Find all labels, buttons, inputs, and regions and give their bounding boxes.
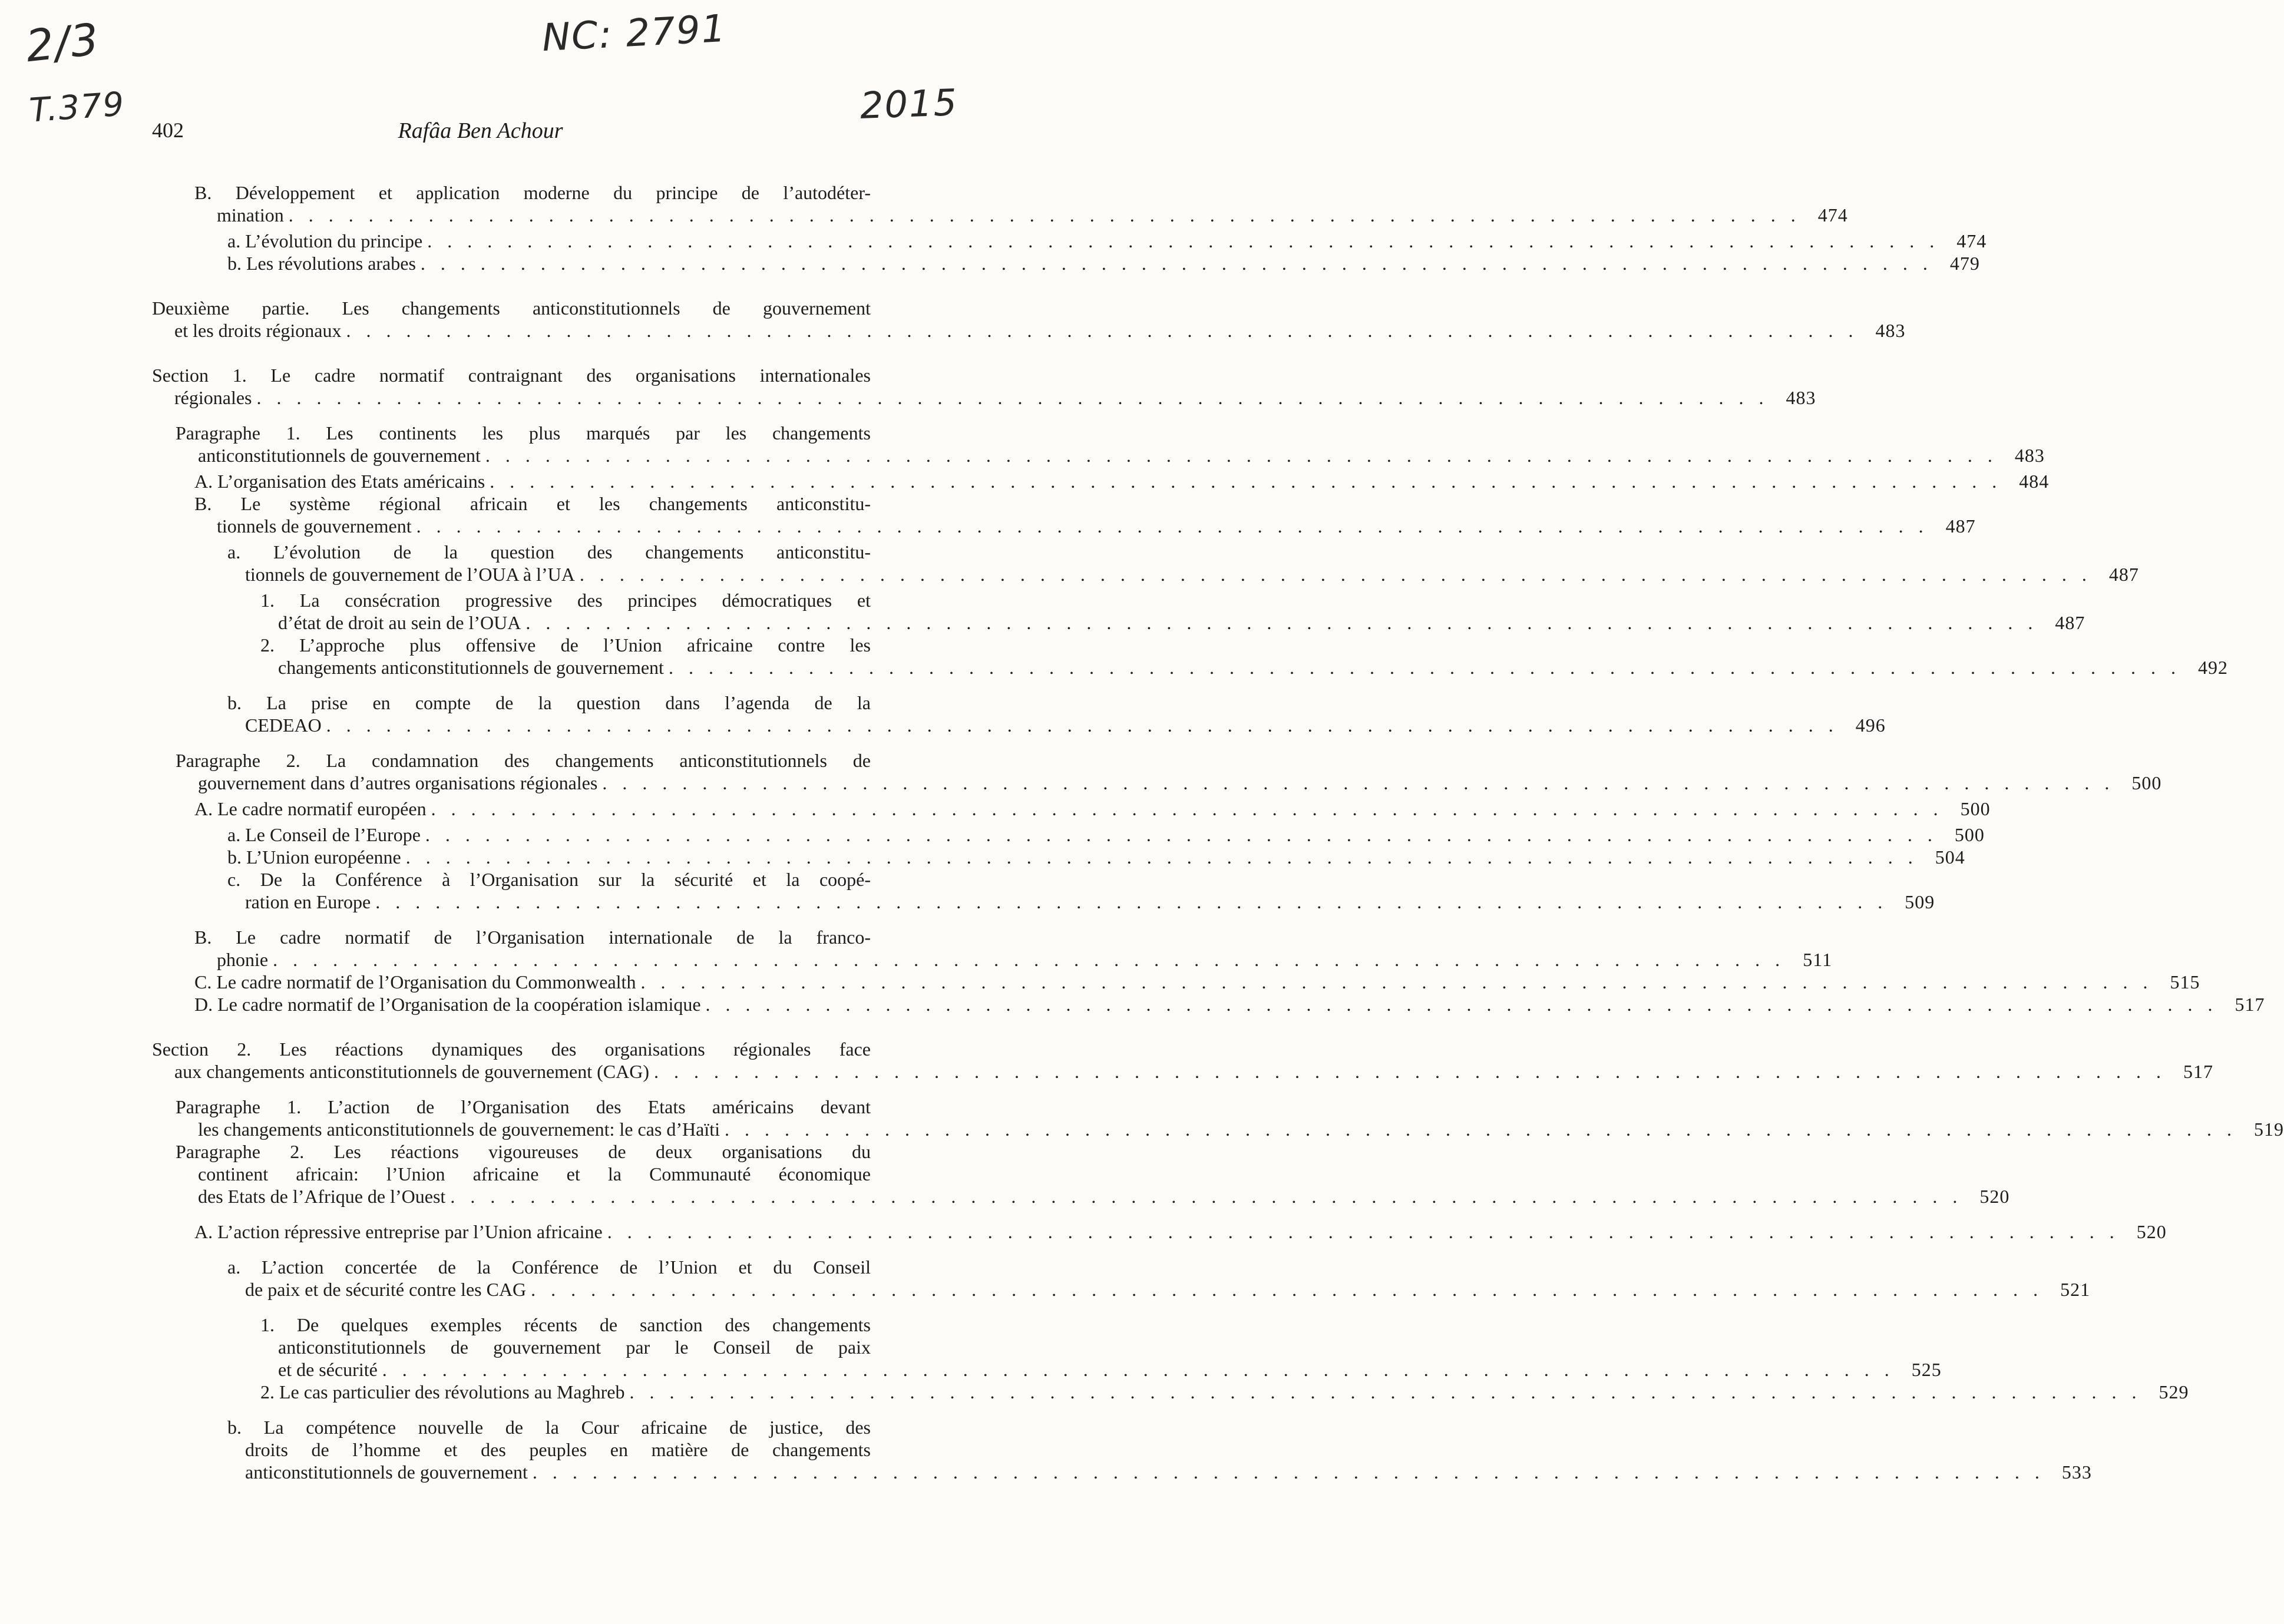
toc-entry-text: a. Le Conseil de l’Europe: [227, 824, 421, 845]
toc-entry: [152, 364, 1816, 409]
toc-entry-line: [194, 515, 1976, 537]
toc-entry-line: [194, 492, 918, 515]
toc-entry: [227, 868, 1935, 913]
toc-entry-line: [176, 1118, 2284, 1140]
toc-entry-line: [152, 1060, 2214, 1083]
toc-page-number: 492: [2197, 657, 2228, 678]
toc-entry-text: b. La prise en compte de la question dans l’agenda de la: [227, 692, 871, 713]
toc-entry-line: [260, 1314, 918, 1336]
toc-entry-text: b. La compétence nouvelle de la Cour africaine de justice, des: [227, 1417, 871, 1438]
toc-page-number: 509: [1905, 891, 1935, 912]
toc-dot-leader: . . . . . . . . . . . . . . . . . . . . . . . . . . . . . . . . . . . . . . . . . . . . . . . . . . . . . . . . . . . . . . . . . . . . . . . . . . . .: [531, 1279, 2044, 1300]
toc-dot-leader: . . . . . . . . . . . . . . . . . . . . . . . . . . . . . . . . . . . . . . . . . . . . . . . . . . . . . . . . . . . . . . . . . . . . . . . . . . . .: [668, 657, 2181, 678]
toc-page-number: 504: [1935, 846, 1965, 868]
toc-entry-line: [152, 319, 1906, 342]
toc-entry-text: a. L’évolution de la question des changements anticonstitu-: [227, 541, 871, 563]
toc-entry-text: 1. La consécration progressive des principes démocratiques et: [260, 590, 871, 611]
toc-page-number: 500: [2131, 772, 2162, 793]
toc-entry-line: [152, 386, 1816, 409]
toc-page-number: 515: [2170, 971, 2200, 993]
toc-entry: [194, 993, 2265, 1016]
toc-entry-text: d’état de droit au sein de l’OUA: [278, 612, 521, 633]
toc-entry-text: régionales: [174, 387, 252, 408]
toc-entry-line: [194, 470, 2050, 492]
toc-page-number: 517: [2183, 1061, 2214, 1082]
toc-entry: [176, 1140, 2010, 1208]
toc-entry-line: [227, 692, 918, 714]
toc-entry-line: [176, 1163, 918, 1185]
toc-dot-leader: . . . . . . . . . . . . . . . . . . . . . . . . . . . . . . . . . . . . . . . . . . . . . . . . . . . . . . . . . . . . . . . . . . . . . . . . . . . .: [724, 1119, 2237, 1140]
toc-page-number: 483: [1786, 387, 1816, 408]
toc-entry-text: C. Le cadre normatif de l’Organisation du Commonwealth: [194, 971, 636, 993]
toc-page-number: 533: [2061, 1461, 2092, 1483]
toc-entry-text: tionnels de gouvernement de l’OUA à l’UA: [245, 564, 575, 585]
toc-entry: [227, 1256, 2091, 1301]
toc-entry: [176, 749, 2162, 794]
toc-entry: [227, 846, 1965, 868]
toc-dot-leader: . . . . . . . . . . . . . . . . . . . . . . . . . . . . . . . . . . . . . . . . . . . . . . . . . . . . . . . . . . . . . . . . . . . . . . . . . . . .: [256, 387, 1769, 408]
toc-entry-text: tionnels de gouvernement: [217, 515, 412, 537]
toc-page-number: 521: [2060, 1279, 2091, 1300]
toc-entry-line: [194, 971, 2200, 993]
toc-dot-leader: . . . . . . . . . . . . . . . . . . . . . . . . . . . . . . . . . . . . . . . . . . . . . . . . . . . . . . . . . . . . . . . . . . . . . . . . . . . .: [405, 846, 1918, 868]
toc-entry-text: Section 1. Le cadre normatif contraignant des organisations internationales: [152, 365, 871, 386]
toc-page-number: 487: [2108, 564, 2139, 585]
toc-entry-line: [176, 749, 918, 772]
toc-entry: [227, 541, 2139, 586]
toc-entry: [194, 492, 1976, 537]
toc-entry-line: [176, 422, 918, 444]
toc-entry: [194, 971, 2200, 993]
toc-entry-text: A. L’organisation des Etats américains: [194, 471, 485, 492]
toc-entry-text: phonie: [217, 949, 269, 970]
toc-entry: [260, 634, 2228, 679]
toc-entry-text: D. Le cadre normatif de l’Organisation de la coopération islamique: [194, 994, 701, 1015]
toc-entry-line: [260, 1336, 918, 1358]
toc-page-number: 517: [2235, 994, 2265, 1015]
handwritten-annotation-top-right: 2015: [859, 81, 959, 127]
toc-entry-text: A. L’action répressive entreprise par l’Union africaine: [194, 1221, 603, 1242]
toc-entry-line: [227, 1438, 918, 1461]
toc-entry-line: [227, 1278, 2091, 1301]
toc-entry-line: [227, 541, 918, 563]
toc-entry: [152, 297, 1906, 342]
toc-dot-leader: . . . . . . . . . . . . . . . . . . . . . . . . . . . . . . . . . . . . . . . . . . . . . . . . . . . . . . . . . . . . . . . . . . . . . . . . . . . .: [382, 1359, 1895, 1380]
toc-entry: [176, 422, 2045, 467]
toc-entry-line: [227, 230, 1987, 252]
toc-entry-text: anticonstitutionnels de gouvernement: [198, 445, 481, 466]
toc-entry-text: Section 2. Les réactions dynamiques des organisations régionales face: [152, 1038, 871, 1060]
toc-entry-text: droits de l’homme et des peuples en matière de changements: [245, 1439, 871, 1460]
toc-entry-line: [227, 714, 1886, 736]
toc-entry-text: c. De la Conférence à l’Organisation sur la sécurité et la coopé-: [227, 869, 871, 890]
toc-entry: [194, 1221, 2167, 1243]
toc-page-number: 500: [1960, 798, 1991, 819]
handwritten-annotation-top-left: 2/3: [23, 14, 103, 72]
toc-entry-text: aux changements anticonstitutionnels de gouvernement (CAG): [174, 1061, 650, 1082]
toc-entry-line: [152, 364, 918, 386]
toc-page-number: 474: [1817, 204, 1848, 226]
toc-page-number: 483: [1875, 320, 1906, 341]
toc-dot-leader: . . . . . . . . . . . . . . . . . . . . . . . . . . . . . . . . . . . . . . . . . . . . . . . . . . . . . . . . . . . . . . . . . . . . . . . . . . . .: [640, 971, 2153, 993]
toc-dot-leader: . . . . . . . . . . . . . . . . . . . . . . . . . . . . . . . . . . . . . . . . . . . . . . . . . . . . . . . . . . . . . . . . . . . . . . . . . . . .: [654, 1061, 2167, 1082]
page-header: [0, 118, 961, 153]
toc-page-number: 520: [1979, 1186, 2010, 1207]
toc-entry: [227, 252, 1980, 274]
toc-page-number: 529: [2159, 1381, 2189, 1403]
toc-dot-leader: . . . . . . . . . . . . . . . . . . . . . . . . . . . . . . . . . . . . . . . . . . . . . . . . . . . . . . . . . . . . . . . . . . . . . . . . . . . .: [420, 253, 1933, 274]
toc-entry-line: [194, 948, 1833, 971]
toc-dot-leader: . . . . . . . . . . . . . . . . . . . . . . . . . . . . . . . . . . . . . . . . . . . . . . . . . . . . . . . . . . . . . . . . . . . . . . . . . . . .: [425, 824, 1938, 845]
toc-entry: [176, 1096, 2284, 1140]
toc-entry-line: [260, 611, 2085, 634]
toc-entry: [260, 589, 2085, 634]
toc-page-number: 487: [1945, 515, 1976, 537]
toc-entry-text: b. L’Union européenne: [227, 846, 401, 868]
table-of-contents: [152, 181, 2284, 1483]
toc-entry: [194, 470, 2050, 492]
toc-entry-text: mination: [217, 204, 284, 226]
toc-entry-line: [227, 868, 918, 891]
toc-entry-line: [227, 1416, 918, 1438]
toc-entry-text: changements anticonstitutionnels de gouvernement: [278, 657, 664, 678]
toc-entry-text: B. Le système régional africain et les changements anticonstitu-: [194, 493, 871, 514]
toc-entry-text: B. Développement et application moderne du principe de l’autodéter-: [194, 182, 871, 203]
toc-entry-text: des Etats de l’Afrique de l’Ouest: [198, 1186, 446, 1207]
toc-entry: [260, 1381, 2189, 1403]
toc-dot-leader: . . . . . . . . . . . . . . . . . . . . . . . . . . . . . . . . . . . . . . . . . . . . . . . . . . . . . . . . . . . . . . . . . . . . . . . . . . . .: [288, 204, 1801, 226]
toc-entry-line: [260, 1381, 2189, 1403]
toc-dot-leader: . . . . . . . . . . . . . . . . . . . . . . . . . . . . . . . . . . . . . . . . . . . . . . . . . . . . . . . . . . . . . . . . . . . . . . . . . . . .: [525, 612, 2038, 633]
toc-dot-leader: . . . . . . . . . . . . . . . . . . . . . . . . . . . . . . . . . . . . . . . . . . . . . . . . . . . . . . . . . . . . . . . . . . . . . . . . . . . .: [485, 445, 1998, 466]
toc-entry-line: [227, 823, 1985, 846]
toc-entry-text: 2. Le cas particulier des révolutions au Maghreb: [260, 1381, 625, 1403]
toc-entry-text: continent africain: l’Union africaine et la Communauté économique: [198, 1163, 871, 1185]
toc-entry-text: 1. De quelques exemples récents de sanction des changements: [260, 1314, 871, 1335]
toc-dot-leader: . . . . . . . . . . . . . . . . . . . . . . . . . . . . . . . . . . . . . . . . . . . . . . . . . . . . . . . . . . . . . . . . . . . . . . . . . . . .: [273, 949, 1786, 970]
toc-dot-leader: . . . . . . . . . . . . . . . . . . . . . . . . . . . . . . . . . . . . . . . . . . . . . . . . . . . . . . . . . . . . . . . . . . . . . . . . . . . .: [579, 564, 2092, 585]
toc-entry-text: anticonstitutionnels de gouvernement par le Conseil de paix: [278, 1337, 871, 1358]
toc-entry-line: [194, 1221, 2167, 1243]
toc-page-number: 496: [1855, 715, 1886, 736]
toc-entry-line: [260, 589, 918, 611]
toc-dot-leader: . . . . . . . . . . . . . . . . . . . . . . . . . . . . . . . . . . . . . . . . . . . . . . . . . . . . . . . . . . . . . . . . . . . . . . . . . . . .: [416, 515, 1929, 537]
toc-entry: [194, 181, 1848, 226]
toc-dot-leader: . . . . . . . . . . . . . . . . . . . . . . . . . . . . . . . . . . . . . . . . . . . . . . . . . . . . . . . . . . . . . . . . . . . . . . . . . . . .: [431, 798, 1943, 819]
toc-dot-leader: . . . . . . . . . . . . . . . . . . . . . . . . . . . . . . . . . . . . . . . . . . . . . . . . . . . . . . . . . . . . . . . . . . . . . . . . . . . .: [490, 471, 2002, 492]
toc-entry-line: [194, 204, 1848, 226]
toc-entry: [227, 1416, 2092, 1483]
toc-entry-text: B. Le cadre normatif de l’Organisation internationale de la franco-: [194, 927, 871, 948]
toc-page-number: 479: [1949, 253, 1980, 274]
toc-entry: [260, 1314, 1942, 1381]
toc-entry: [152, 1038, 2214, 1083]
toc-entry-text: a. L’évolution du principe: [227, 230, 423, 252]
toc-page-number: 519: [2253, 1119, 2284, 1140]
toc-entry-text: ration en Europe: [245, 891, 371, 912]
toc-entry-text: anticonstitutionnels de gouvernement: [245, 1461, 528, 1483]
toc-entry-line: [260, 1358, 1942, 1381]
toc-entry-text: Deuxième partie. Les changements anticonstitutionnels de gouvernement: [152, 297, 871, 319]
toc-entry-line: [227, 1256, 918, 1278]
toc-entry-line: [194, 798, 1991, 820]
page-number: 402: [152, 118, 184, 142]
toc-entry: [227, 692, 1886, 736]
toc-dot-leader: . . . . . . . . . . . . . . . . . . . . . . . . . . . . . . . . . . . . . . . . . . . . . . . . . . . . . . . . . . . . . . . . . . . . . . . . . . . .: [532, 1461, 2045, 1483]
toc-dot-leader: . . . . . . . . . . . . . . . . . . . . . . . . . . . . . . . . . . . . . . . . . . . . . . . . . . . . . . . . . . . . . . . . . . . . . . . . . . . .: [375, 891, 1888, 912]
toc-entry-line: [194, 181, 918, 204]
toc-entry-line: [176, 1185, 2010, 1208]
toc-entry-line: [194, 926, 918, 948]
toc-entry-line: [152, 297, 918, 319]
toc-entry-line: [176, 444, 2045, 467]
toc-page-number: 474: [1956, 230, 1987, 252]
toc-entry-line: [176, 1140, 918, 1163]
toc-entry-text: les changements anticonstitutionnels de gouvernement: le cas d’Haïti: [198, 1119, 720, 1140]
toc-entry: [227, 823, 1985, 846]
toc-page-number: 520: [2136, 1221, 2167, 1242]
toc-page-number: 500: [1954, 824, 1985, 845]
toc-entry: [194, 798, 1991, 820]
toc-dot-leader: . . . . . . . . . . . . . . . . . . . . . . . . . . . . . . . . . . . . . . . . . . . . . . . . . . . . . . . . . . . . . . . . . . . . . . . . . . . .: [326, 715, 1839, 736]
toc-entry: [227, 230, 1987, 252]
toc-entry-text: de paix et de sécurité contre les CAG: [245, 1279, 527, 1300]
toc-dot-leader: . . . . . . . . . . . . . . . . . . . . . . . . . . . . . . . . . . . . . . . . . . . . . . . . . . . . . . . . . . . . . . . . . . . . . . . . . . . .: [450, 1186, 1963, 1207]
toc-dot-leader: . . . . . . . . . . . . . . . . . . . . . . . . . . . . . . . . . . . . . . . . . . . . . . . . . . . . . . . . . . . . . . . . . . . . . . . . . . . .: [602, 772, 2115, 793]
toc-entry-text: et de sécurité: [278, 1359, 378, 1380]
toc-entry-text: Paragraphe 2. Les réactions vigoureuses de deux organisations du: [176, 1141, 871, 1162]
toc-entry-line: [227, 1461, 2092, 1483]
toc-entry-line: [176, 772, 2162, 794]
toc-entry-text: b. Les révolutions arabes: [227, 253, 416, 274]
toc-page-number: 484: [2019, 471, 2050, 492]
toc-entry-line: [227, 846, 1965, 868]
running-head-author: Rafâa Ben Achour: [398, 118, 563, 143]
toc-entry-line: [176, 1096, 918, 1118]
handwritten-annotation-left-ref: T.379: [28, 85, 127, 130]
toc-entry-text: A. Le cadre normatif européen: [194, 798, 427, 819]
toc-entry-text: CEDEAO: [245, 715, 322, 736]
toc-dot-leader: . . . . . . . . . . . . . . . . . . . . . . . . . . . . . . . . . . . . . . . . . . . . . . . . . . . . . . . . . . . . . . . . . . . . . . . . . . . .: [346, 320, 1859, 341]
toc-entry-line: [152, 1038, 918, 1060]
toc-entry-line: [194, 993, 2265, 1016]
toc-entry-text: Paragraphe 1. Les continents les plus marqués par les changements: [176, 422, 871, 444]
toc-entry-line: [227, 891, 1935, 913]
toc-entry-line: [227, 252, 1980, 274]
toc-entry-line: [227, 563, 2139, 586]
toc-entry: [194, 926, 1833, 971]
toc-dot-leader: . . . . . . . . . . . . . . . . . . . . . . . . . . . . . . . . . . . . . . . . . . . . . . . . . . . . . . . . . . . . . . . . . . . . . . . . . . . .: [629, 1381, 2142, 1403]
toc-page-number: 483: [2014, 445, 2045, 466]
handwritten-annotation-top-center: NC: 2791: [541, 6, 728, 61]
toc-entry-text: 2. L’approche plus offensive de l’Union africaine contre les: [260, 634, 871, 656]
toc-dot-leader: . . . . . . . . . . . . . . . . . . . . . . . . . . . . . . . . . . . . . . . . . . . . . . . . . . . . . . . . . . . . . . . . . . . . . . . . . . . .: [427, 230, 1940, 252]
toc-dot-leader: . . . . . . . . . . . . . . . . . . . . . . . . . . . . . . . . . . . . . . . . . . . . . . . . . . . . . . . . . . . . . . . . . . . . . . . . . . . .: [705, 994, 2218, 1015]
toc-page-number: 511: [1803, 949, 1833, 970]
toc-page-number: 487: [2055, 612, 2085, 633]
toc-entry-line: [260, 656, 2228, 679]
toc-entry-text: a. L’action concertée de la Conférence de l’Union et du Conseil: [227, 1256, 871, 1278]
toc-page-number: 525: [1911, 1359, 1942, 1380]
toc-entry-line: [260, 634, 918, 656]
toc-dot-leader: . . . . . . . . . . . . . . . . . . . . . . . . . . . . . . . . . . . . . . . . . . . . . . . . . . . . . . . . . . . . . . . . . . . . . . . . . . . .: [607, 1221, 2120, 1242]
toc-entry-text: Paragraphe 1. L’action de l’Organisation des Etats américains devant: [176, 1096, 871, 1117]
toc-entry-text: et les droits régionaux: [174, 320, 342, 341]
toc-entry-text: Paragraphe 2. La condamnation des changements anticonstitutionnels de: [176, 750, 871, 771]
toc-entry-text: gouvernement dans d’autres organisations régionales: [198, 772, 598, 793]
